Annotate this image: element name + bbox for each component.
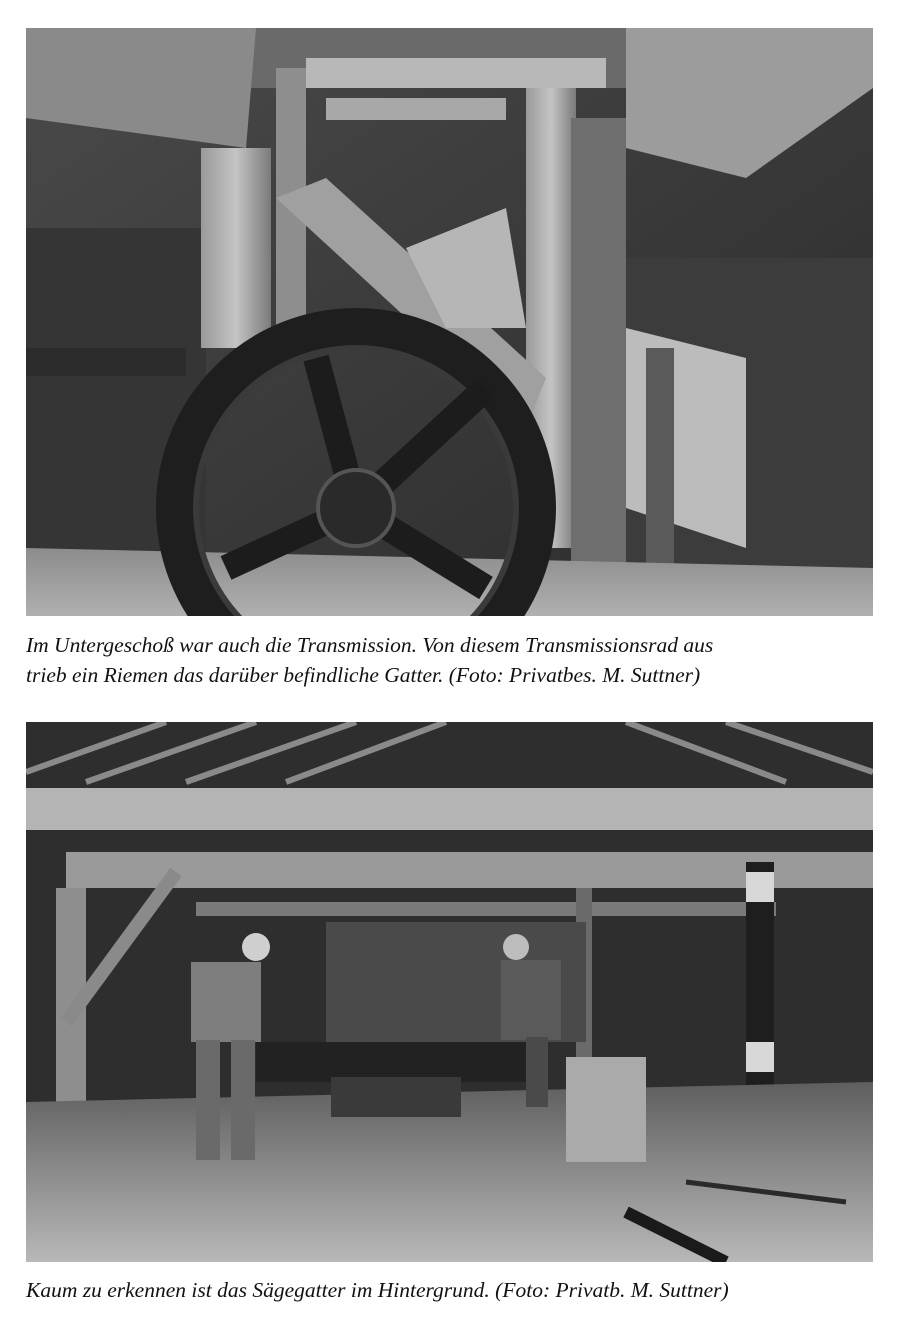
caption-line: trieb ein Riemen das darüber befindliche Gatter. (Foto: Privatbes. M. Suttner): [26, 663, 701, 687]
transmission-wheel-image: [26, 28, 873, 616]
sawmill-attic-image: [26, 722, 873, 1262]
sawmill-attic-caption: [26, 1275, 886, 1305]
caption-line: Im Untergeschoß war auch die Transmission. Von diesem Transmissionsrad aus: [26, 633, 714, 657]
sawmill-attic-photo: [26, 722, 873, 1262]
caption-line: Kaum zu erkennen ist das Sägegatter im Hintergrund. (Foto: Privatb. M. Suttner): [26, 1278, 729, 1302]
transmission-wheel-photo: [26, 28, 873, 616]
transmission-wheel-caption: [26, 630, 886, 690]
